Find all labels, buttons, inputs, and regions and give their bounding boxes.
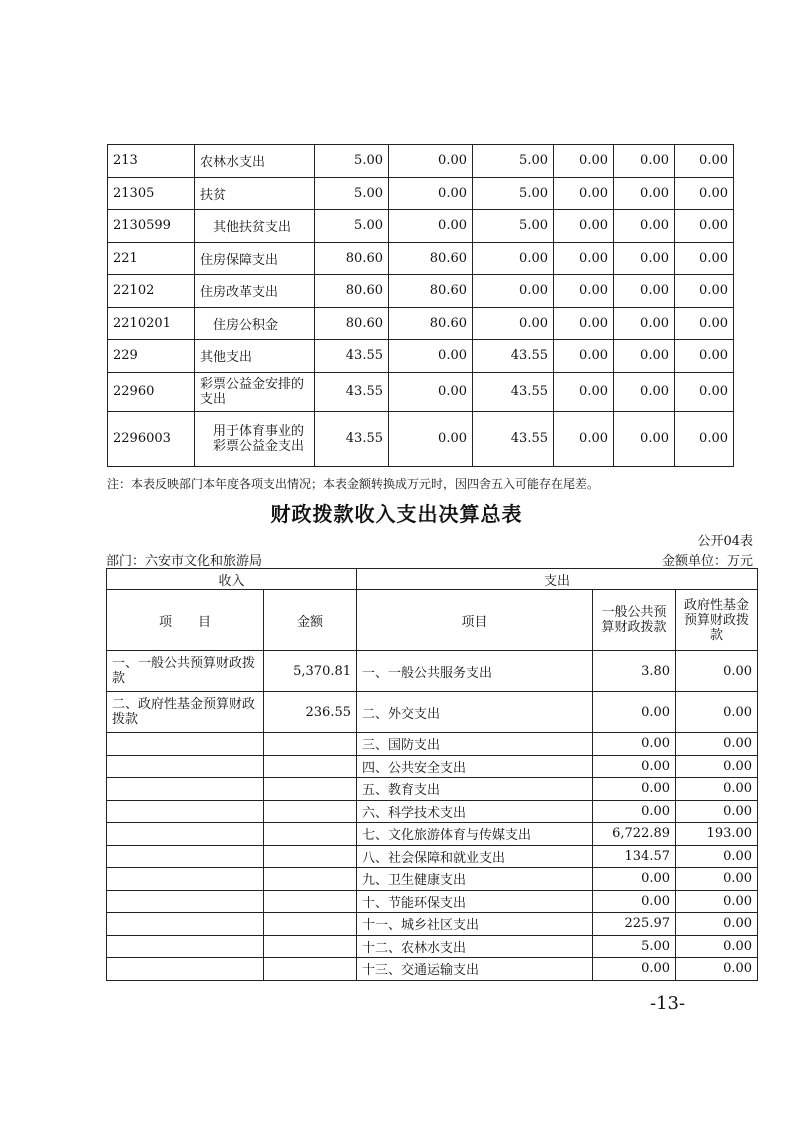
amount-cell: 80.60 [389, 275, 473, 308]
table-row [108, 411, 734, 466]
expense-label: 五、教育支出 [357, 778, 593, 801]
item-name: 住房保障支出 [195, 242, 315, 275]
general-budget-amount: 0.00 [593, 958, 676, 981]
fund-budget-amount: 0.00 [676, 868, 758, 891]
table-row [107, 868, 758, 891]
table-row [107, 651, 758, 692]
department-label: 部门：六安市文化和旅游局 [106, 554, 263, 569]
col-item-header: 项 目 [107, 590, 264, 651]
amount-cell: 0.00 [614, 340, 675, 373]
page-number: -13- [650, 993, 686, 1014]
item-code: 2210201 [108, 307, 195, 340]
empty-cell [264, 868, 357, 891]
amount-cell: 0.00 [614, 242, 675, 275]
income-amount: 236.55 [264, 692, 357, 733]
expenditure-detail-table [107, 144, 734, 467]
fund-budget-amount: 193.00 [676, 823, 758, 846]
amount-cell: 0.00 [614, 372, 675, 411]
expense-label: 九、卫生健康支出 [357, 868, 593, 891]
amount-cell: 0.00 [614, 145, 675, 178]
amount-cell: 0.00 [554, 411, 614, 466]
col-general-header: 一般公共预算财政拨款 [593, 590, 676, 651]
amount-cell: 0.00 [675, 411, 734, 466]
amount-cell: 5.00 [315, 145, 389, 178]
empty-cell [107, 845, 264, 868]
expense-header: 支出 [357, 569, 758, 590]
empty-cell [264, 935, 357, 958]
amount-cell: 0.00 [614, 307, 675, 340]
amount-cell: 0.00 [389, 177, 473, 210]
item-code: 21305 [108, 177, 195, 210]
general-budget-amount: 134.57 [593, 845, 676, 868]
fund-budget-amount: 0.00 [676, 651, 758, 692]
empty-cell [264, 845, 357, 868]
amount-cell: 0.00 [554, 210, 614, 243]
amount-cell: 43.55 [473, 340, 554, 373]
table-row [108, 177, 734, 210]
empty-cell [107, 958, 264, 981]
expense-label: 十二、农林水支出 [357, 935, 593, 958]
empty-cell [264, 823, 357, 846]
empty-cell [264, 800, 357, 823]
amount-cell: 0.00 [614, 411, 675, 466]
general-budget-amount: 0.00 [593, 868, 676, 891]
amount-cell: 0.00 [614, 275, 675, 308]
amount-cell: 0.00 [675, 307, 734, 340]
empty-cell [264, 733, 357, 756]
expense-label: 四、公共安全支出 [357, 755, 593, 778]
empty-cell [107, 778, 264, 801]
fund-budget-amount: 0.00 [676, 913, 758, 936]
amount-cell: 0.00 [554, 242, 614, 275]
income-label: 一、一般公共预算财政拨款 [107, 651, 264, 692]
amount-cell: 0.00 [675, 210, 734, 243]
table-row [107, 692, 758, 733]
general-budget-amount: 0.00 [593, 733, 676, 756]
amount-cell: 80.60 [389, 307, 473, 340]
table-row [107, 755, 758, 778]
table-row [107, 890, 758, 913]
amount-cell: 5.00 [473, 145, 554, 178]
empty-cell [264, 913, 357, 936]
table-row [107, 733, 758, 756]
amount-cell: 0.00 [389, 372, 473, 411]
amount-cell: 43.55 [315, 372, 389, 411]
amount-unit-label: 金额单位：万元 [661, 554, 753, 569]
amount-cell: 0.00 [554, 340, 614, 373]
table-row [107, 823, 758, 846]
table-row [108, 340, 734, 373]
general-budget-amount: 0.00 [593, 800, 676, 823]
item-code: 2130599 [108, 210, 195, 243]
amount-cell: 5.00 [473, 210, 554, 243]
item-name: 其他支出 [195, 340, 315, 373]
expense-label: 一、一般公共服务支出 [357, 651, 593, 692]
income-label: 二、政府性基金预算财政拨款 [107, 692, 264, 733]
amount-cell: 0.00 [554, 275, 614, 308]
amount-cell: 43.55 [473, 372, 554, 411]
table-row [107, 913, 758, 936]
empty-cell [107, 935, 264, 958]
table-row [107, 778, 758, 801]
item-code: 2296003 [108, 411, 195, 466]
general-budget-amount: 5.00 [593, 935, 676, 958]
fund-budget-amount: 0.00 [676, 733, 758, 756]
table-row [108, 145, 734, 178]
amount-cell: 80.60 [315, 307, 389, 340]
empty-cell [107, 800, 264, 823]
item-name: 其他扶贫支出 [195, 210, 315, 243]
col-amount-header: 金额 [264, 590, 357, 651]
general-budget-amount: 225.97 [593, 913, 676, 936]
empty-cell [107, 823, 264, 846]
fund-budget-amount: 0.00 [676, 845, 758, 868]
empty-cell [107, 755, 264, 778]
table-row [107, 935, 758, 958]
general-budget-amount: 0.00 [593, 692, 676, 733]
expense-label: 二、外交支出 [357, 692, 593, 733]
amount-cell: 0.00 [473, 242, 554, 275]
general-budget-amount: 6,722.89 [593, 823, 676, 846]
col-item2-header: 项目 [357, 590, 593, 651]
amount-cell: 0.00 [473, 307, 554, 340]
income-header: 收入 [107, 569, 357, 590]
fund-budget-amount: 0.00 [676, 778, 758, 801]
amount-cell: 43.55 [315, 411, 389, 466]
amount-cell: 0.00 [675, 177, 734, 210]
item-code: 221 [108, 242, 195, 275]
empty-cell [107, 913, 264, 936]
amount-cell: 0.00 [675, 275, 734, 308]
amount-cell: 80.60 [315, 242, 389, 275]
table-row [107, 958, 758, 981]
expense-label: 三、国防支出 [357, 733, 593, 756]
item-name: 用于体育事业的彩票公益金支出 [195, 411, 315, 466]
item-code: 229 [108, 340, 195, 373]
table-subheader-row [107, 590, 758, 651]
amount-cell: 0.00 [675, 340, 734, 373]
item-code: 213 [108, 145, 195, 178]
item-name: 彩票公益金安排的支出 [195, 372, 315, 411]
amount-cell: 0.00 [675, 145, 734, 178]
amount-cell: 43.55 [315, 340, 389, 373]
empty-cell [107, 868, 264, 891]
page-title: 财政拨款收入支出决算总表 [270, 502, 523, 526]
empty-cell [107, 733, 264, 756]
fund-budget-amount: 0.00 [676, 958, 758, 981]
item-name: 住房公积金 [195, 307, 315, 340]
amount-cell: 0.00 [554, 307, 614, 340]
amount-cell: 0.00 [614, 177, 675, 210]
item-code: 22102 [108, 275, 195, 308]
empty-cell [264, 890, 357, 913]
item-name: 农林水支出 [195, 145, 315, 178]
table-row [107, 845, 758, 868]
expense-label: 十一、城乡社区支出 [357, 913, 593, 936]
income-amount: 5,370.81 [264, 651, 357, 692]
fund-budget-amount: 0.00 [676, 890, 758, 913]
amount-cell: 43.55 [473, 411, 554, 466]
empty-cell [264, 755, 357, 778]
item-code: 22960 [108, 372, 195, 411]
table-row [108, 372, 734, 411]
table-row [108, 210, 734, 243]
amount-cell: 0.00 [473, 275, 554, 308]
table-row [108, 242, 734, 275]
item-name: 住房改革支出 [195, 275, 315, 308]
fund-budget-amount: 0.00 [676, 692, 758, 733]
expense-label: 八、社会保障和就业支出 [357, 845, 593, 868]
amount-cell: 5.00 [473, 177, 554, 210]
expense-label: 七、文化旅游体育与传媒支出 [357, 823, 593, 846]
table-row [108, 275, 734, 308]
expense-label: 十三、交通运输支出 [357, 958, 593, 981]
col-fund-header: 政府性基金预算财政拨款 [676, 590, 758, 651]
table-note: 注：本表反映部门本年度各项支出情况；本表金额转换成万元时，因四舍五入可能存在尾差。 [107, 477, 600, 491]
item-name: 扶贫 [195, 177, 315, 210]
amount-cell: 80.60 [315, 275, 389, 308]
table-row [108, 307, 734, 340]
form-number: 公开04表 [697, 534, 753, 549]
general-budget-amount: 0.00 [593, 890, 676, 913]
amount-cell: 0.00 [389, 145, 473, 178]
empty-cell [107, 890, 264, 913]
amount-cell: 0.00 [614, 210, 675, 243]
amount-cell: 0.00 [554, 372, 614, 411]
amount-cell: 5.00 [315, 177, 389, 210]
empty-cell [264, 778, 357, 801]
expense-label: 十、节能环保支出 [357, 890, 593, 913]
expense-label: 六、科学技术支出 [357, 800, 593, 823]
amount-cell: 0.00 [675, 372, 734, 411]
table-header-row [107, 569, 758, 590]
general-budget-amount: 3.80 [593, 651, 676, 692]
amount-cell: 80.60 [389, 242, 473, 275]
table-row [107, 800, 758, 823]
empty-cell [264, 958, 357, 981]
amount-cell: 0.00 [675, 242, 734, 275]
fiscal-summary-table [106, 568, 758, 981]
amount-cell: 0.00 [554, 145, 614, 178]
amount-cell: 0.00 [389, 340, 473, 373]
amount-cell: 5.00 [315, 210, 389, 243]
amount-cell: 0.00 [389, 411, 473, 466]
general-budget-amount: 0.00 [593, 778, 676, 801]
fund-budget-amount: 0.00 [676, 800, 758, 823]
fund-budget-amount: 0.00 [676, 935, 758, 958]
amount-cell: 0.00 [554, 177, 614, 210]
amount-cell: 0.00 [389, 210, 473, 243]
general-budget-amount: 0.00 [593, 755, 676, 778]
fund-budget-amount: 0.00 [676, 755, 758, 778]
